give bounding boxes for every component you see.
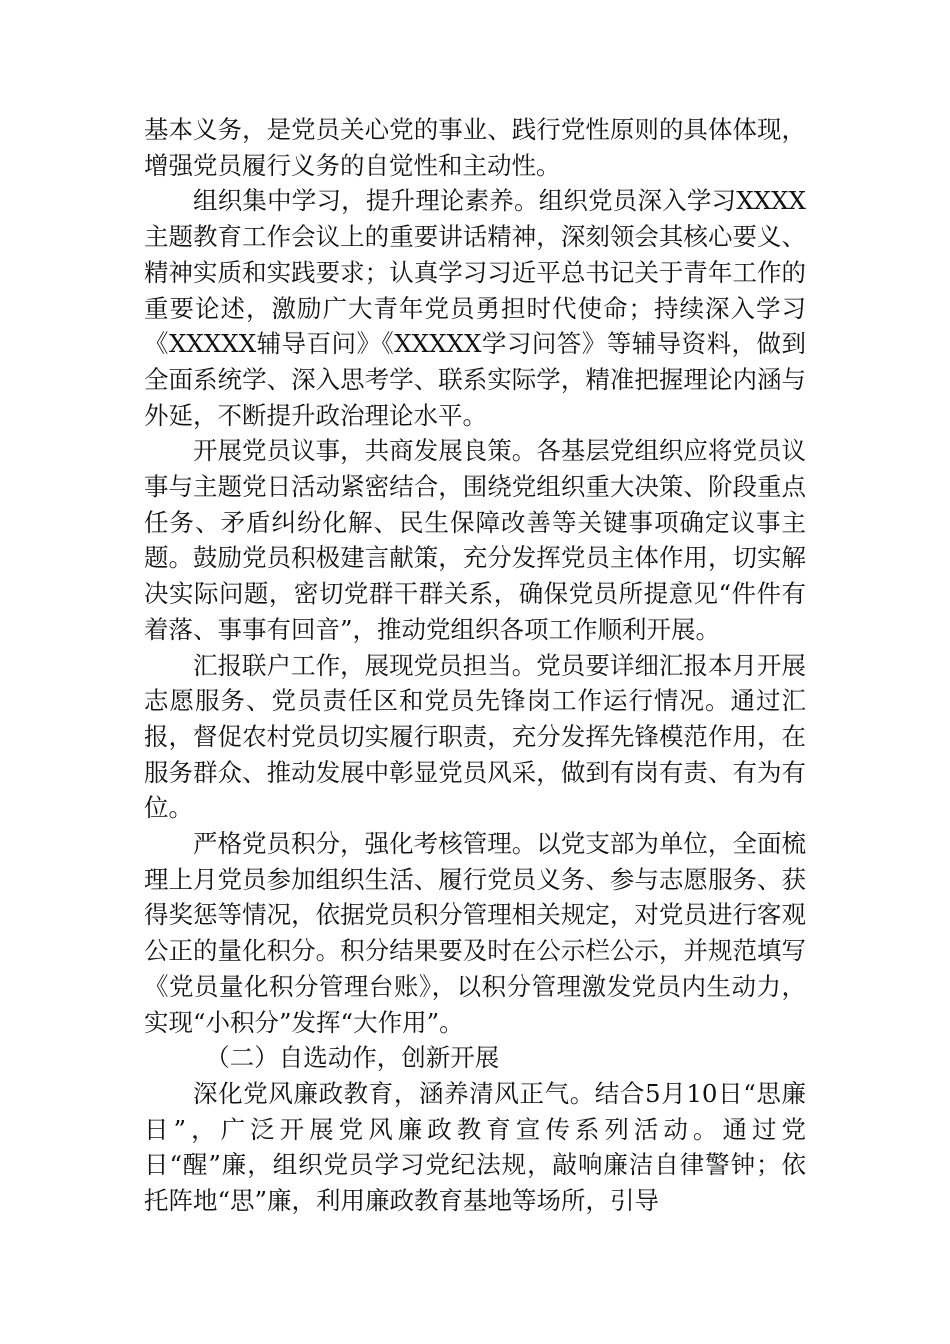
paragraph-points: 严格党员积分，强化考核管理。以党支部为单位，全面梳理上月党员参加组织生活、履行党员义务、参与志愿服务、获得奖惩等情况，依据党员积分管理相关规定，对党员进行客观公正的量化积分。积分结果要及时在公示栏公示，并规范填写《党员量化积分管理台账》，以积分管理激发党员内生动力，实现“小积分”发挥“大作用”。 — [144, 829, 806, 1037]
paragraph-report: 汇报联户工作，展现党员担当。党员要详细汇报本月开展志愿服务、党员责任区和党员先锋岗工作运行情况。通过汇报，督促农村党员切实履行职责，充分发挥先锋模范作用，在服务群众、推动发展中彰显党员风采，做到有岗有责、有为有位。 — [144, 650, 806, 823]
document-page — [144, 112, 806, 1219]
section-heading: （二）自选动作，创新开展 — [205, 1043, 500, 1073]
paragraph-integrity: 深化党风廉政教育，涵养清风正气。结合5月10日“思廉日”，广泛开展党风廉政教育宣传系列活动。通过党日“醒”廉，组织党员学习党纪法规，敲响廉洁自律警钟；依托阵地“思”廉，利用廉政教育基地等场所，引导 — [144, 1078, 806, 1216]
paragraph-study: 组织集中学习，提升理论素养。组织党员深入学习XXXX主题教育工作会议上的重要讲话精神，深刻领会其核心要义、精神实质和实践要求；认真学习习近平总书记关于青年工作的重要论述，激励广大青年党员勇担时代使命；持续深入学习《XXXXX辅导百问》《XXXXX学习问答》等辅导资料，做到全面系统学、深入思考学、联系实际学，精准把握理论内涵与外延，不断提升政治理论水平。 — [144, 186, 806, 430]
paragraph-discussion: 开展党员议事，共商发展良策。各基层党组织应将党员议事与主题党日活动紧密结合，围绕党组织重大决策、阶段重点任务、矛盾纠纷化解、民生保障改善等关键事项确定议事主题。鼓励党员积极建言献策，充分发挥党员主体作用，切实解决实际问题，密切党群干群关系，确保党员所提意见“件件有着落、事事有回音”，推动党组织各项工作顺利开展。 — [144, 436, 806, 644]
paragraph-continuation: 基本义务，是党员关心党的事业、践行党性原则的具体体现，增强党员履行义务的自觉性和主动性。 — [144, 115, 806, 180]
